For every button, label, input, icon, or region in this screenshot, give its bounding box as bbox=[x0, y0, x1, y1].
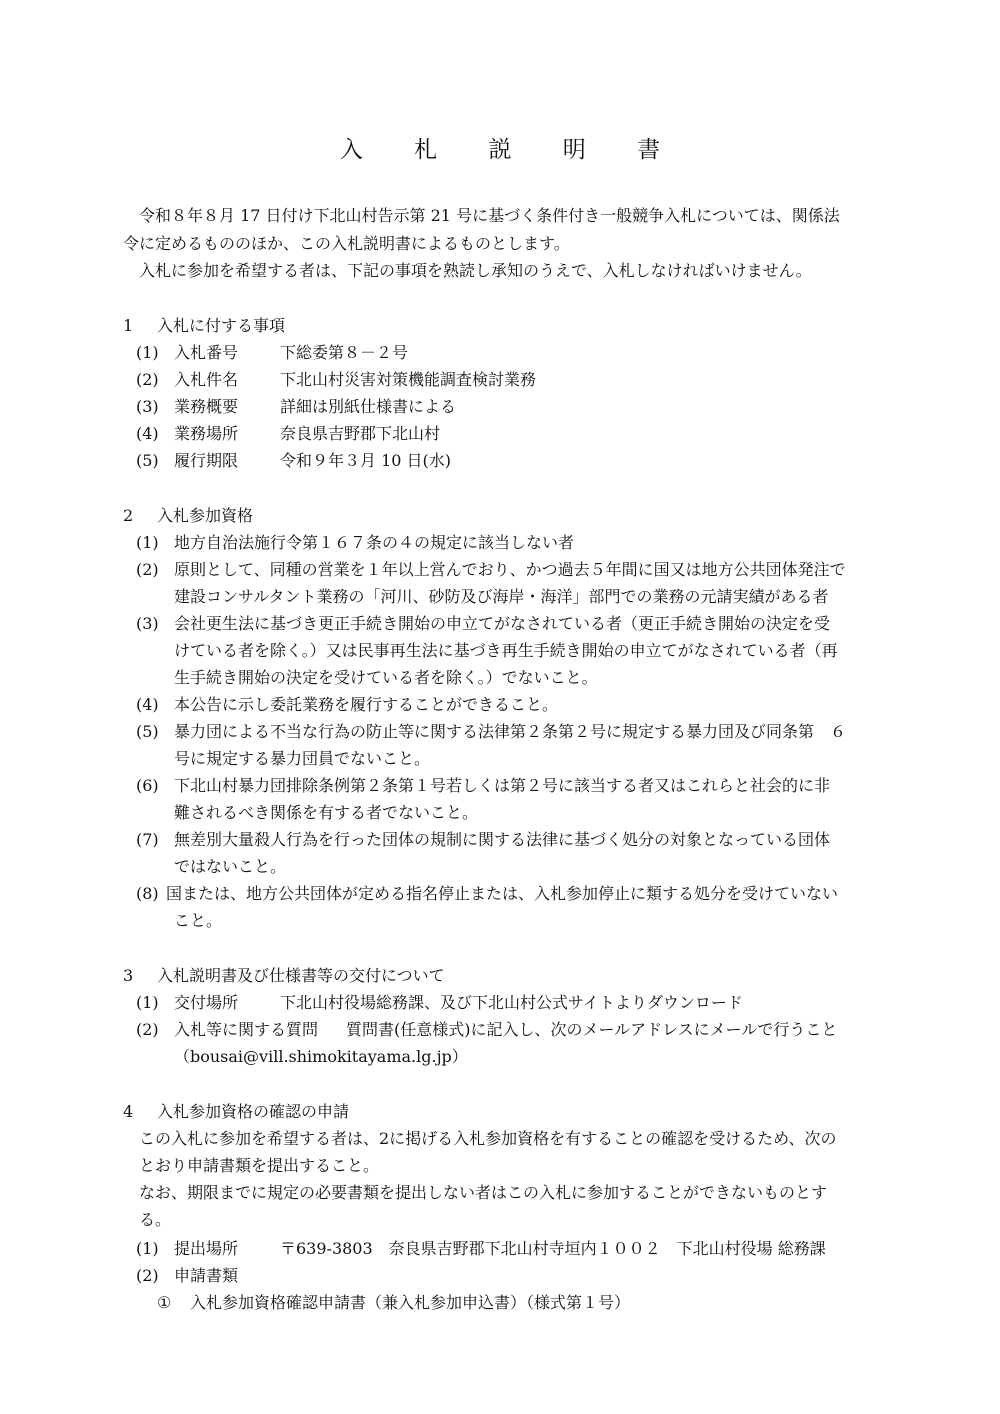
list-number: (7) bbox=[136, 830, 159, 849]
item-text: 生手続き開始の決定を受けている者を除く。）でないこと。 bbox=[174, 668, 598, 687]
item-text: 地方自治法施行令第１６７条の４の規定に該当しない者 bbox=[174, 533, 575, 552]
section-title: 入札参加資格 bbox=[157, 506, 254, 525]
list-number: (1) bbox=[136, 993, 159, 1012]
section-title: 入札説明書及び仕様書等の交付について bbox=[157, 966, 445, 985]
email-address: （bousai@vill.shimokitayama.lg.jp） bbox=[174, 1047, 468, 1066]
item-value: 令和９年３月 10 日(水) bbox=[280, 451, 452, 470]
list-number: (1) bbox=[136, 533, 159, 552]
section-number: 4 bbox=[123, 1102, 134, 1121]
item-text: こと。 bbox=[174, 911, 223, 930]
list-number: (5) bbox=[136, 451, 159, 470]
item-text: 本公告に示し委託業務を履行することができること。 bbox=[174, 695, 559, 714]
item-label: 入札等に関する質問 bbox=[174, 1020, 319, 1039]
section-number: 3 bbox=[123, 966, 134, 985]
item-text: ではないこと。 bbox=[174, 857, 287, 876]
intro-paragraph-1-line-1: 令和８年８月 17 日付け下北山村告示第 21 号に基づく条件付き一般競争入札については、関係法 bbox=[139, 206, 840, 225]
document-title: 入 札 説 明 書 bbox=[339, 137, 683, 163]
list-number: (5) bbox=[136, 722, 159, 741]
item-value: 奈良県吉野郡下北山村 bbox=[280, 424, 441, 443]
item-text: 原則として、同種の営業を１年以上営んでおり、かつ過去５年間に国又は地方公共団体発注で bbox=[174, 560, 846, 579]
section-title: 入札に付する事項 bbox=[157, 316, 286, 335]
item-label: 申請書類 bbox=[174, 1266, 239, 1285]
list-number: (2) bbox=[136, 1020, 159, 1039]
item-text: 下北山村暴力団排除条例第２条第１号若しくは第２号に該当する者又はこれらと社会的に非 bbox=[174, 776, 831, 795]
item-value: 〒639-3803 奈良県吉野郡下北山村寺垣内１００２ 下北山村役場 総務課 bbox=[280, 1239, 826, 1258]
paragraph-line: この入札に参加を希望する者は、2に掲げる入札参加資格を有することの確認を受けるため、次の bbox=[139, 1129, 837, 1148]
item-value: 詳細は別紙仕様書による bbox=[280, 397, 457, 416]
item-text: 難されるべき関係を有する者でないこと。 bbox=[174, 803, 479, 822]
list-number: (8) bbox=[136, 884, 159, 903]
list-number: (3) bbox=[136, 397, 159, 416]
list-number: (2) bbox=[136, 1266, 159, 1285]
list-number: (4) bbox=[136, 424, 159, 443]
item-label: 業務場所 bbox=[174, 424, 239, 443]
section-number: 2 bbox=[123, 506, 134, 525]
list-number: (1) bbox=[136, 343, 159, 362]
section-1-heading bbox=[123, 315, 285, 337]
item-value: 下総委第８－２号 bbox=[280, 343, 409, 362]
item-label: 履行期限 bbox=[174, 451, 239, 470]
list-number: (1) bbox=[136, 1239, 159, 1258]
list-number: (2) bbox=[136, 560, 159, 579]
item-text: 国または、地方公共団体が定める指名停止または、入札参加停止に類する処分を受けていない bbox=[166, 884, 839, 903]
section-3-heading bbox=[123, 965, 445, 987]
list-number: (3) bbox=[136, 614, 159, 633]
paragraph-line: る。 bbox=[139, 1210, 172, 1229]
section-title: 入札参加資格の確認の申請 bbox=[157, 1102, 350, 1121]
item-label: 入札番号 bbox=[174, 343, 239, 362]
item-label: 提出場所 bbox=[174, 1239, 239, 1258]
list-number: (6) bbox=[136, 776, 159, 795]
item-value: 質問書(任意様式)に記入し、次のメールアドレスにメールで行うこと bbox=[346, 1020, 838, 1039]
section-4-heading bbox=[123, 1101, 349, 1123]
item-label: 業務概要 bbox=[174, 397, 239, 416]
intro-paragraph-2: 入札に参加を希望する者は、下記の事項を熟読し承知のうえで、入札しなければいけません。 bbox=[139, 261, 812, 280]
section-2-heading bbox=[123, 505, 253, 527]
list-number: ① bbox=[157, 1293, 172, 1312]
item-text: 無差別大量殺人行為を行った団体の規制に関する法律に基づく処分の対象となっている団体 bbox=[174, 830, 831, 849]
list-number: (2) bbox=[136, 370, 159, 389]
item-text: 暴力団による不当な行為の防止等に関する法律第２条第２号に規定する暴力団及び同条第 ６ bbox=[174, 722, 847, 741]
paragraph-line: なお、期限までに規定の必要書類を提出しない者はこの入札に参加することができないものとす bbox=[139, 1183, 828, 1202]
item-text: 入札参加資格確認申請書（兼入札参加申込書）（様式第１号） bbox=[190, 1293, 631, 1312]
paragraph-line: とおり申請書類を提出すること。 bbox=[139, 1156, 380, 1175]
list-number: (4) bbox=[136, 695, 159, 714]
item-label: 交付場所 bbox=[174, 993, 239, 1012]
item-text: 建設コンサルタント業務の「河川、砂防及び海岸・海洋」部門での業務の元請実績がある者 bbox=[174, 587, 829, 606]
intro-paragraph-1-line-2: 令に定めるもののほか、この入札説明書によるものとします。 bbox=[123, 234, 570, 253]
item-value: 下北山村災害対策機能調査検討業務 bbox=[280, 370, 537, 389]
item-value: 下北山村役場総務課、及び下北山村公式サイトよりダウンロード bbox=[280, 993, 743, 1012]
section-number: 1 bbox=[123, 316, 134, 335]
item-text: けている者を除く。）又は民事再生法に基づき再生手続き開始の申立てがなされている者（再 bbox=[174, 641, 838, 660]
item-label: 入札件名 bbox=[174, 370, 239, 389]
item-text: 号に規定する暴力団員でないこと。 bbox=[174, 749, 431, 768]
item-text: 会社更生法に基づき更正手続き開始の申立てがなされている者（更正手続き開始の決定を受 bbox=[174, 614, 831, 633]
